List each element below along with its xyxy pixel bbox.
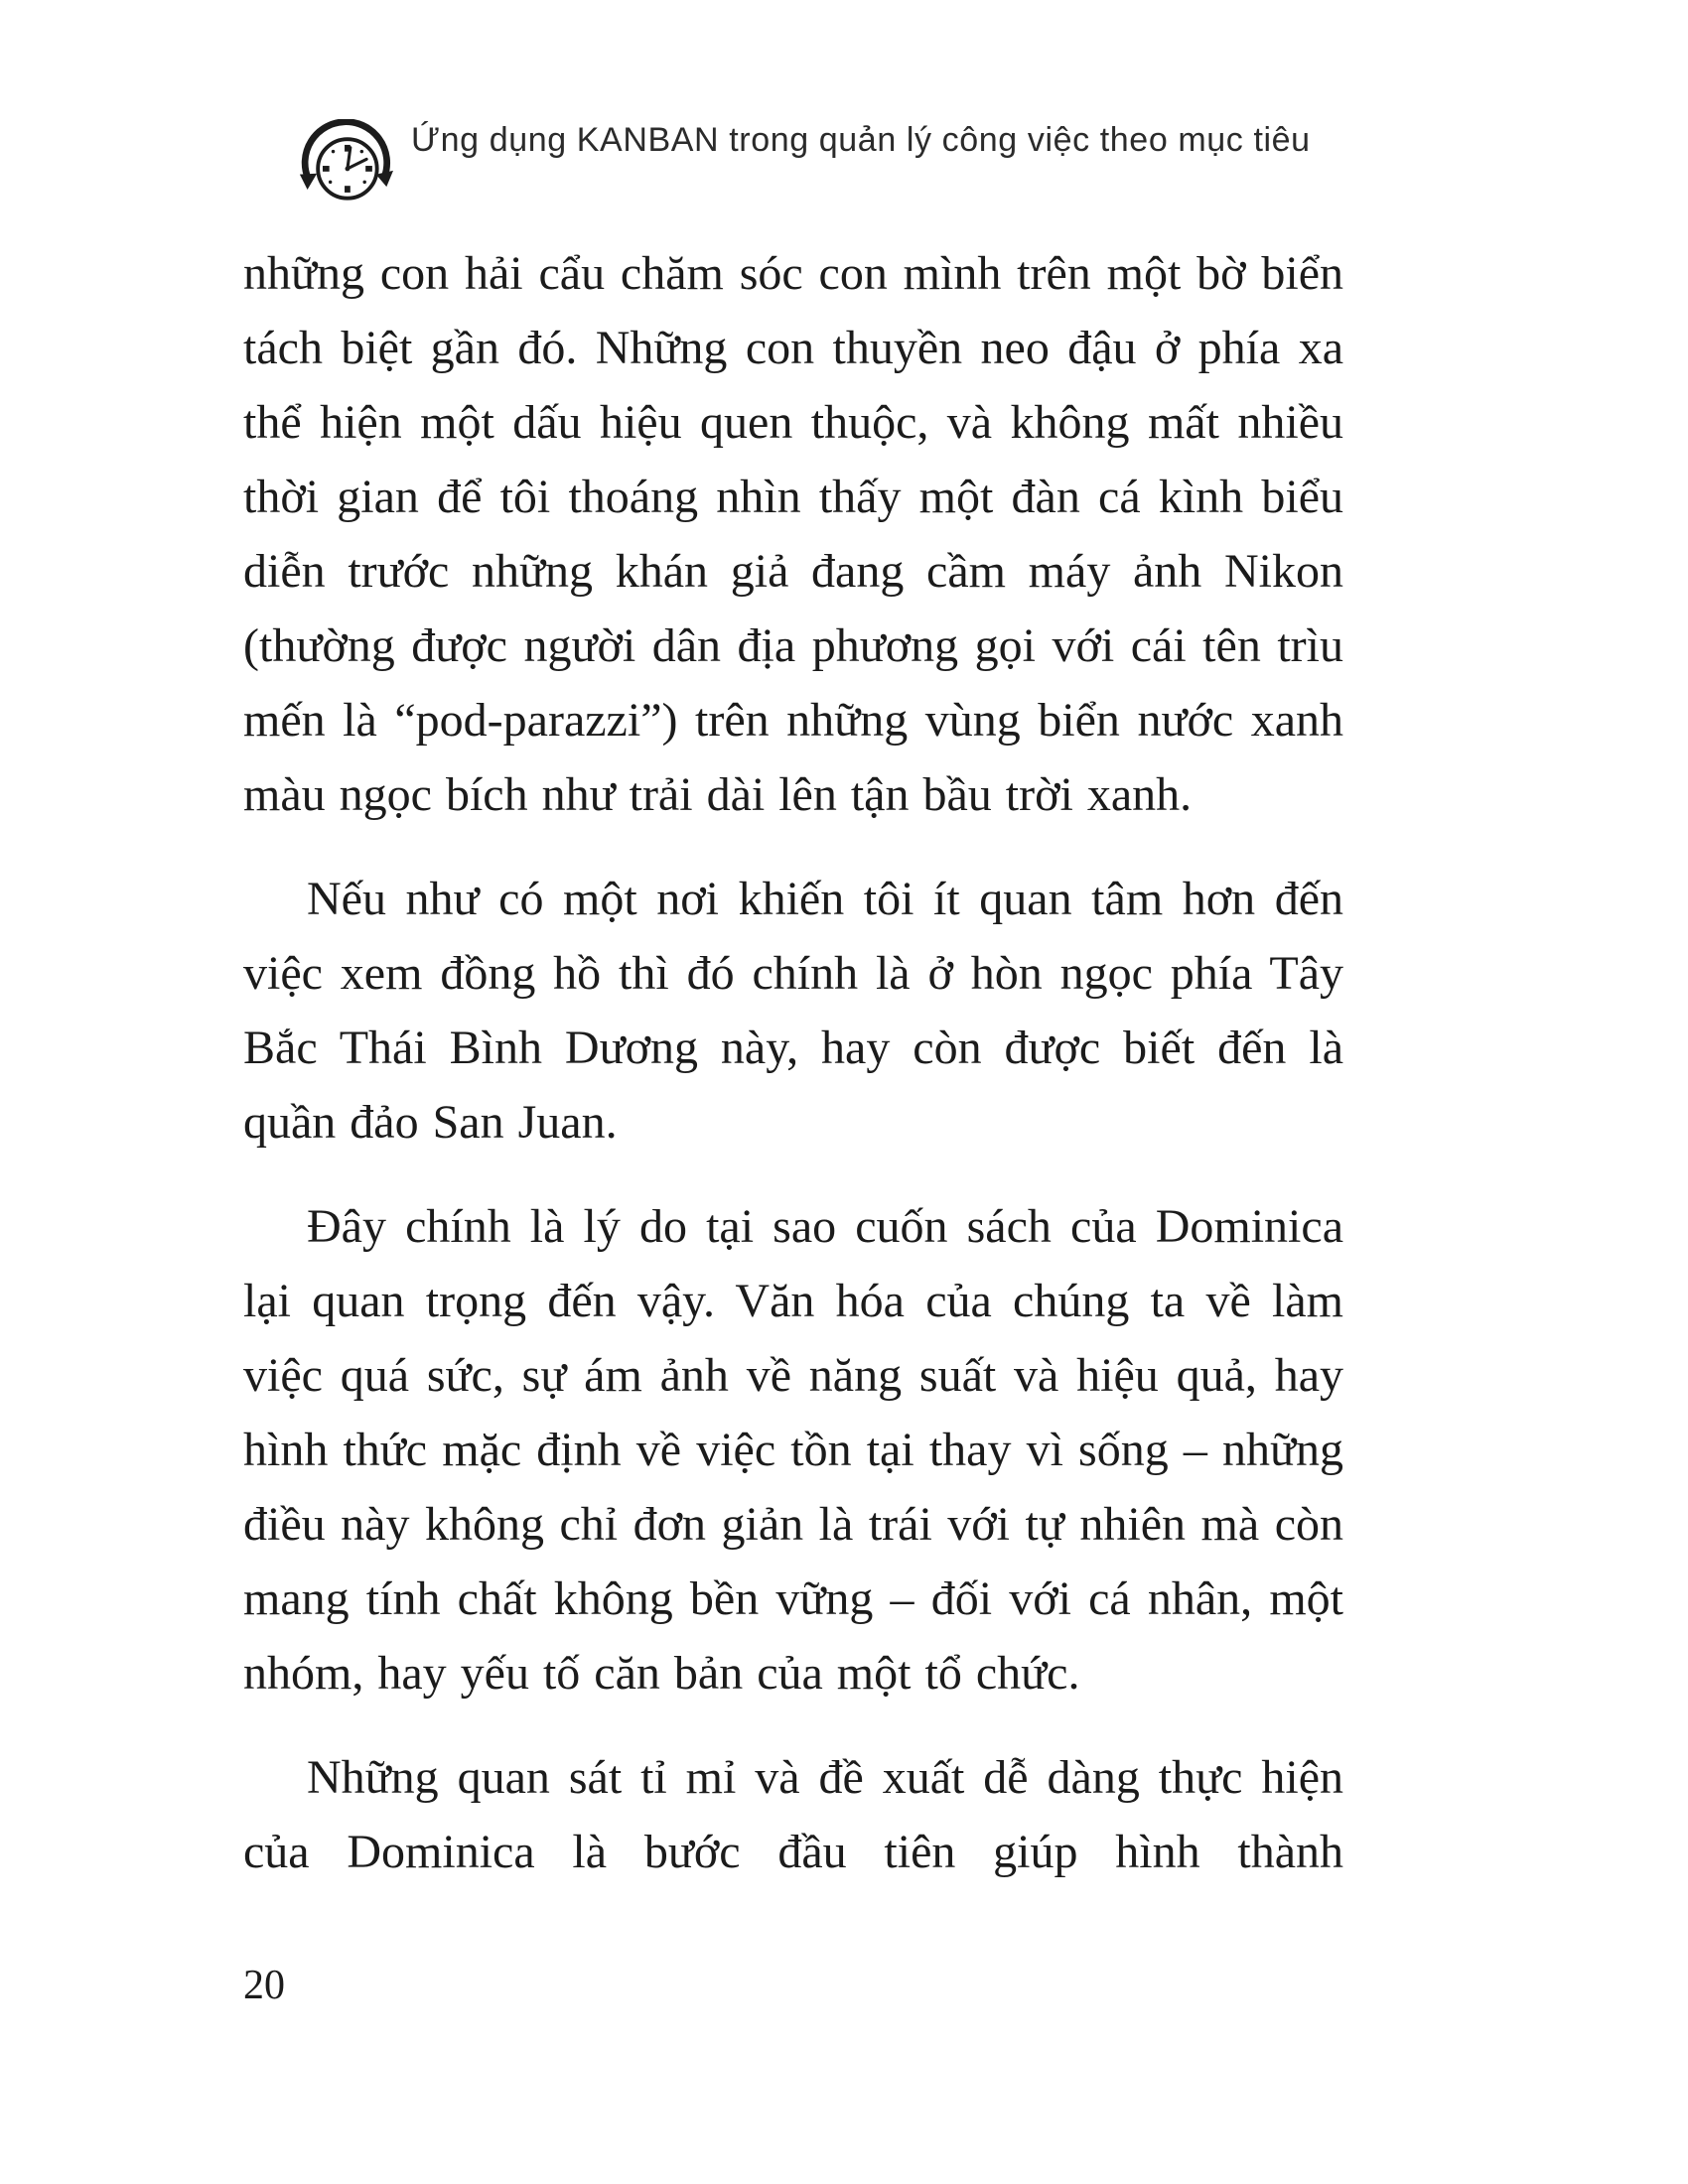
page-header bbox=[298, 111, 1311, 214]
paragraph-3: Đây chính là lý do tại sao cuốn sách của Dominica lại quan trọng đến vậy. Văn hóa của chúng ta về làm việc quá sức, sự ám ảnh về năng suất và hiệu quả, hay hình thức mặc định về việc tồn tại thay vì sống – những điều này không chỉ đơn giản là trái với tự nhiên mà còn mang tính chất không bền vững – đối với cá nhân, một nhóm, hay yếu tố căn bản của một tổ chức. bbox=[243, 1200, 1343, 1700]
page-body bbox=[243, 236, 1343, 1889]
paragraph-1: những con hải cẩu chăm sóc con mình trên một bờ biển tách biệt gần đó. Những con thuyền neo đậu ở phía xa thể hiện một dấu hiệu quen thuộc, và không mất nhiều thời gian để tôi thoáng nhìn thấy một đàn cá kình biểu diễn trước những khán giả đang cầm máy ảnh Nikon (thường được người dân địa phương gọi với cái tên trìu mến là “pod-parazzi”) trên những vùng biển nước xanh màu ngọc bích như trải dài lên tận bầu trời xanh. bbox=[243, 247, 1343, 821]
clock-history-icon bbox=[298, 119, 393, 214]
running-header-title: Ứng dụng KANBAN trong quản lý công việc theo mục tiêu bbox=[411, 121, 1311, 159]
page-number: 20 bbox=[243, 1963, 285, 2008]
paragraph-2: Nếu như có một nơi khiến tôi ít quan tâm hơn đến việc xem đồng hồ thì đó chính là ở hòn ngọc phía Tây Bắc Thái Bình Dương này, hay còn được biết đến là quần đảo San Juan. bbox=[243, 873, 1343, 1149]
paragraph-4: Những quan sát tỉ mỉ và đề xuất dễ dàng thực hiện của Dominica là bước đầu tiên giúp hình thành bbox=[243, 1751, 1343, 1878]
